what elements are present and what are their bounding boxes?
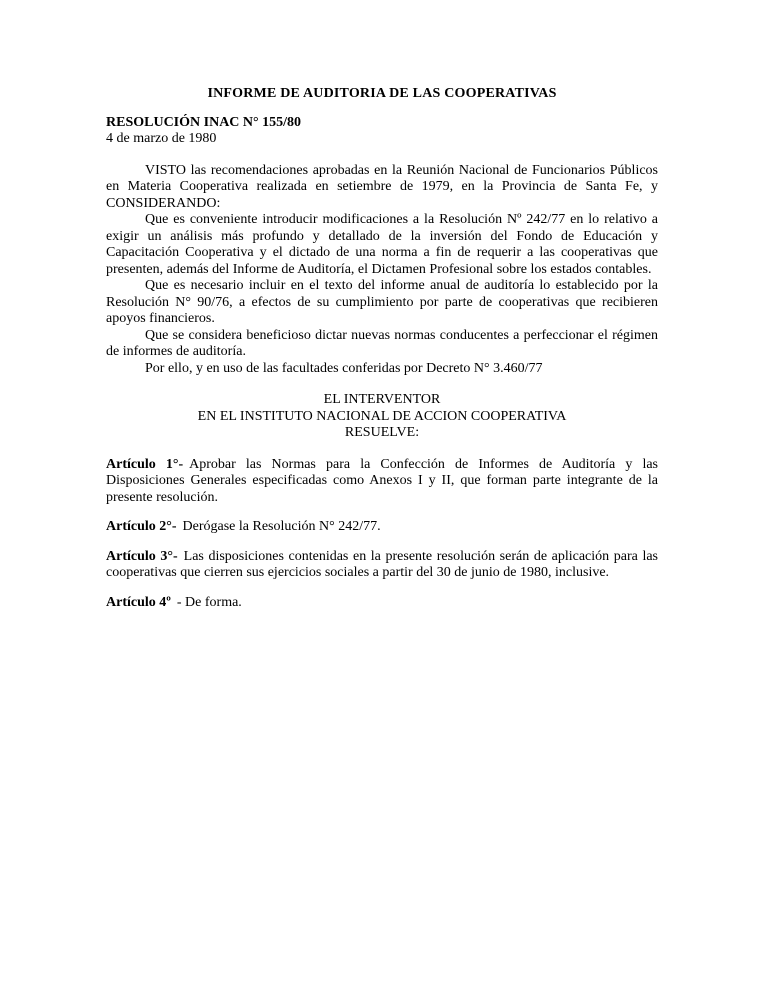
paragraph-considerando-1: Que es conveniente introducir modificaciones a la Resolución Nº 242/77 en lo relativo a exigir un análisis más profundo y detallado de la inversión del Fondo de Educación y Capacitación Cooperativa y el dictado de una norma a fin de requerir a las cooperativas que presenten, además del Informe de Auditoría, el Dictamen Profesional sobre los estados contables. (106, 212, 658, 277)
resolutive-heading (106, 392, 658, 442)
heading-interventor: EL INTERVENTOR (323, 392, 441, 407)
resolution-date: 4 de marzo de 1980 (106, 131, 217, 146)
resolution-number: RESOLUCIÓN INAC N° 155/80 (106, 114, 302, 130)
article-3-label: Artículo 3°- (106, 548, 178, 564)
article-4-label: Artículo 4º (106, 594, 171, 610)
heading-instituto: EN EL INSTITUTO NACIONAL DE ACCION COOPERATIVA (197, 408, 567, 424)
paragraph-considerando-2: Que es necesario incluir en el texto del informe anual de auditoría lo establecido por la Resolución N° 90/76, a efectos de su cumplimiento por parte de cooperativas que recibieren apoyos financieros. (106, 278, 658, 326)
heading-resuelve: RESUELVE: (344, 425, 420, 440)
articles-section (106, 457, 658, 612)
paragraph-por-ello: Por ello, y en uso de las facultades conferidas por Decreto N° 3.460/77 (145, 360, 543, 376)
paragraph-visto: VISTO las recomendaciones aprobadas en la Reunión Nacional de Funcionarios Públicos en Materia Cooperativa realizada en setiembre de 1979, en la Provincia de Santa Fe, y CONSIDERANDO: (106, 162, 658, 211)
article-1-label: Artículo 1°- (106, 456, 184, 472)
article-3-text: Las disposiciones contenidas en la presente resolución serán de aplicación para las cooperativas que cierren sus ejercicios sociales a partir del 30 de junio de 1980, inclusive. (106, 548, 659, 580)
article-4 (106, 595, 658, 612)
article-2-text: Derógase la Resolución N° 242/77. (182, 519, 381, 534)
paragraph-considerando-3: Que se considera beneficioso dictar nuevas normas conducentes a perfeccionar el régimen de informes de auditoría. (106, 327, 658, 359)
document-title: INFORME DE AUDITORIA DE LAS COOPERATIVAS (207, 86, 557, 101)
article-3 (106, 549, 658, 582)
article-4-text: - De forma. (176, 594, 242, 610)
document-content (106, 86, 658, 624)
article-2-label: Artículo 2°- (106, 519, 177, 534)
article-1 (106, 457, 658, 507)
article-1-text: Aprobar las Normas para la Confección de Informes de Auditoría y las Disposiciones Generales especificadas como Anexos I y II, que forman parte integrante de la presente resolución. (106, 456, 658, 505)
article-2 (106, 519, 658, 536)
